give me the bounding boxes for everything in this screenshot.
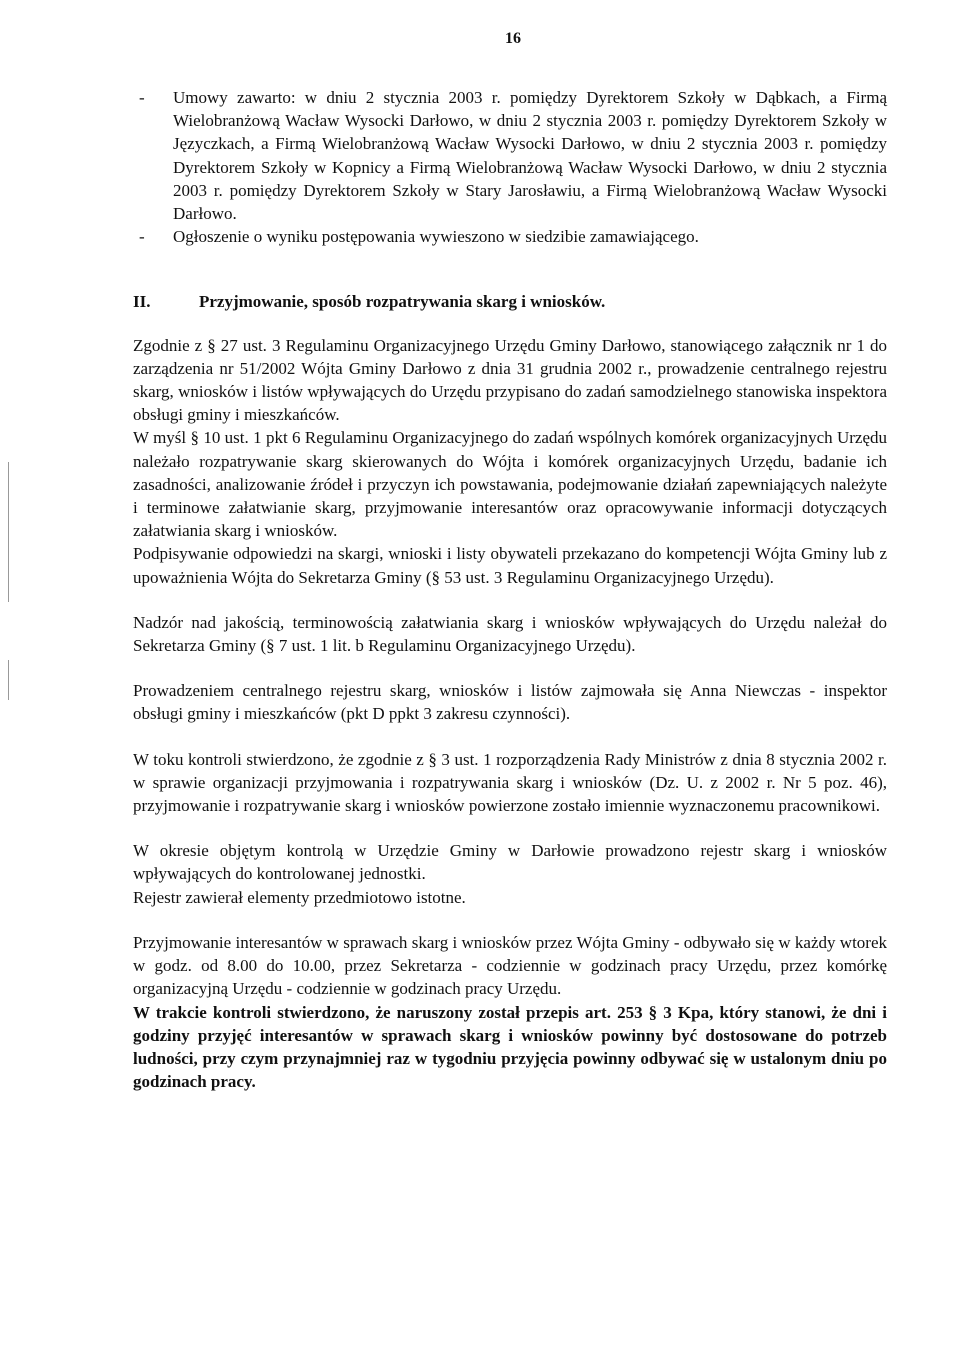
list-item-text: Ogłoszenie o wyniku postępowania wywieszono w siedzibie zamawiającego. — [173, 227, 699, 247]
list-item — [131, 225, 887, 248]
list-item — [131, 86, 887, 225]
section-number: II. — [133, 292, 151, 312]
document-body — [133, 86, 887, 1093]
list-item-text: Umowy zawarto: w dniu 2 stycznia 2003 r. pomiędzy Dyrektorem Szkoły w Dąbkach, a Firmą Wielobranżową Wacław Wysocki Darłowo, w dniu 2 stycznia 2003 r. pomiędzy Dyrektorem Szkoły w Języczkach, a Firmą Wielobranżową Wacław Wysocki Darłowo, w dniu 2 stycznia 2003 r. pomiędzy Dyrektorem Szkoły w Kopnicy a Firmą Wielobranżową Wacław Wysocki Darłowo, w dniu 2 stycznia 2003 r. pomiędzy Dyrektorem Szkoły w Stary Jarosławiu, a Firmą Wielobranżową Wacław Wysocki Darłowo. — [173, 88, 887, 224]
paragraph: Prowadzeniem centralnego rejestru skarg, wniosków i listów zajmowała się Anna Niewczas - inspektor obsługi gminy i mieszkańców (pkt D ppkt 3 zakresu czynności). — [133, 681, 887, 724]
scan-margin-mark — [8, 660, 9, 700]
bullet-dash: - — [139, 88, 145, 107]
section-heading — [133, 290, 887, 313]
page-number: 16 — [505, 30, 521, 47]
paragraph: Rejestr zawierał elementy przedmiotowo istotne. — [133, 887, 466, 907]
paragraph: W okresie objętym kontrolą w Urzędzie Gminy w Darłowie prowadzono rejestr skarg i wniosków wpływających do kontrolowanej jednostki. — [133, 841, 887, 884]
paragraph: Podpisywanie odpowiedzi na skargi, wnioski i listy obywateli przekazano do kompetencji Wójta Gminy lub z upoważnienia Wójta do Sekretarza Gminy (§ 53 ust. 3 Regulaminu Organizacyjnego Urzędu). — [133, 544, 887, 587]
paragraph: Zgodnie z § 27 ust. 3 Regulaminu Organizacyjnego Urzędu Gminy Darłowo, stanowiącego załącznik nr 1 do zarządzenia nr 51/2002 Wójta Gminy Darłowo z dnia 31 grudnia 2002 r., prowadzenie centralnego rejestru skarg, wniosków i listów wpływających do Urzędu przypisano do zadań samodzielnego stanowiska inspektora obsługi gminy i mieszkańców. — [133, 335, 887, 425]
section-title: Przyjmowanie, sposób rozpatrywania skarg i wniosków. — [199, 292, 606, 312]
paragraph: Przyjmowanie interesantów w sprawach skarg i wniosków przez Wójta Gminy - odbywało się w każdy wtorek w godz. od 8.00 do 10.00, przez Sekretarza - codziennie w godzinach pracy Urzędu, przez komórkę organizacyjną Urzędu - codziennie w godzinach pracy Urzędu. — [133, 932, 887, 999]
paragraph: W toku kontroli stwierdzono, że zgodnie z § 3 ust. 1 rozporządzenia Rady Ministrów z dnia 8 stycznia 2002 r. w sprawie organizacji przyjmowania i rozpatrywania skarg i wniosków (Dz. U. z 2002 r. Nr 5 poz. 46), przyjmowanie i rozpatrywanie skarg i wniosków powierzone zostało imiennie wyznaczonemu pracownikowi. — [133, 749, 887, 816]
scan-margin-mark — [8, 462, 9, 602]
bullet-dash: - — [139, 227, 145, 247]
paragraph: W myśl § 10 ust. 1 pkt 6 Regulaminu Organizacyjnego do zadań wspólnych komórek organizacyjnych Urzędu należało rozpatrywanie skarg skierowanych do Wójta i komórek organizacyjnych Urzędu, badanie ich zasadności, analizowanie źródeł i przyczyn ich powstawania, podejmowanie działań zapewniających należyte i terminowe załatwianie skarg, przyjmowanie interesantów oraz opracowywanie informacji dotyczących załatwiania skarg i wniosków. — [133, 428, 887, 541]
finding-paragraph: W trakcie kontroli stwierdzono, że naruszony został przepis art. 253 § 3 Kpa, który stanowi, że dni i godziny przyjęć interesantów w sprawach skarg i wniosków powinny być dostosowane do potrzeb ludności, przy czym przynajmniej raz w tygodniu przyjęcia powinny odbywać się w ustalonym dniu po godzinach pracy. — [133, 1002, 887, 1092]
paragraph: Nadzór nad jakością, terminowością załatwiania skarg i wniosków wpływających do Urzędu należał do Sekretarza Gminy (§ 7 ust. 1 lit. b Regulaminu Organizacyjnego Urzędu). — [133, 612, 887, 656]
